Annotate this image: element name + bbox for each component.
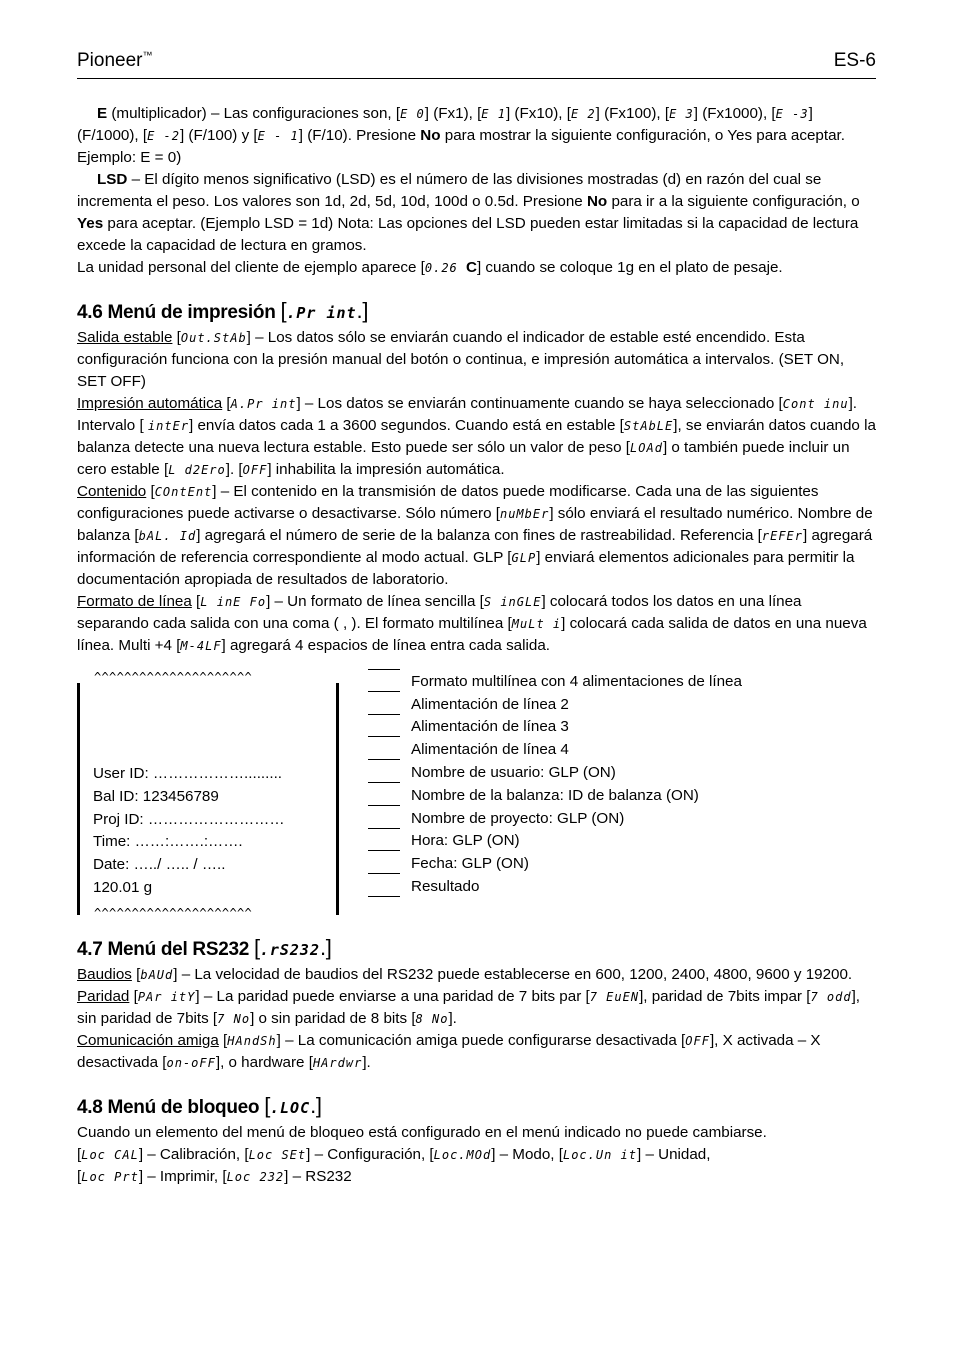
lcd-code: Cont inu <box>782 397 849 411</box>
lcd-code: PAr itY <box>137 990 196 1004</box>
unit-paragraph <box>77 257 877 279</box>
lcd-code: .Pr int <box>286 304 357 322</box>
bracket: .] <box>310 1093 322 1118</box>
text: ] (Fx1), [ <box>424 105 482 122</box>
printout-line: Proj ID: ……………………… <box>93 811 285 828</box>
term-label: Paridad <box>77 988 130 1005</box>
text: ], X activada – X desactivada [ <box>77 1032 821 1071</box>
legend-label: Nombre de la balanza: ID de balanza (ON) <box>411 787 699 804</box>
tear-edge-bottom: ^^^^^^^^^^^^^^^^^^^^^ <box>94 906 253 920</box>
legend-label: Hora: GLP (ON) <box>411 832 520 849</box>
section-4-8-heading <box>77 1092 877 1122</box>
page-content <box>77 103 877 1188</box>
stable-output-paragraph <box>77 327 877 393</box>
lcd-code: 7 odd <box>810 990 852 1004</box>
lcd-code: HAndSh <box>227 1034 277 1048</box>
lcd-code: Out.StAb <box>180 331 247 345</box>
text: ]. <box>448 1010 457 1027</box>
lcd-code: OFF <box>242 463 268 477</box>
text: ] (F/1000), [ <box>77 105 813 144</box>
text: ] sólo enviará el resultado numérico. Nombre de balanza [ <box>77 505 873 544</box>
text: ] – Imprimir, [ <box>138 1168 227 1185</box>
text: ], paridad de 7bits impar [ <box>639 988 811 1005</box>
legend-rule <box>368 691 400 692</box>
legend-rule <box>368 896 400 897</box>
legend-rule <box>368 828 400 829</box>
lcd-code: Loc Prt <box>81 1170 139 1184</box>
printout-right-border <box>336 683 339 915</box>
legend-rule <box>368 714 400 715</box>
printout-line: Date: …../ ….. / ….. <box>93 856 226 873</box>
text: ] – RS232 <box>284 1168 352 1185</box>
text: ]. <box>362 1054 371 1071</box>
section-4-6-heading <box>77 297 877 327</box>
lcd-code: E 0 <box>400 107 425 121</box>
text: ] – La comunicación amiga puede configurarse desactivada [ <box>276 1032 686 1049</box>
lcd-code: intEr <box>147 419 190 433</box>
unit-c: C <box>466 259 477 276</box>
text: ] – Los datos sólo se enviarán cuando el indicador de estable esté encendido. Esta configuración funciona con la presión manual del botón o continua, e impresión automática a intervalos. (SET ON, SET OFF) <box>77 329 845 390</box>
text: ], o hardware [ <box>215 1054 313 1071</box>
trademark: ™ <box>142 50 153 62</box>
text: para mostrar la siguiente configuración, o Yes para aceptar. Ejemplo: E = 0) <box>77 127 845 166</box>
lcd-code: Loc CAL <box>81 1148 139 1162</box>
bracket: [ <box>280 298 287 323</box>
lcd-code: Loc SEt <box>248 1148 307 1162</box>
lcd-code: Loc.Un it <box>562 1148 637 1162</box>
lsd-label: LSD <box>97 171 128 188</box>
text: [ <box>218 1032 228 1049</box>
lcd-code: E -3 <box>775 107 809 121</box>
text: (multiplicador) – Las configuraciones son, [ <box>107 105 401 122</box>
lcd-code: E 3 <box>669 107 694 121</box>
section-4-7-heading <box>77 934 877 964</box>
lcd-code: .rS232 <box>259 941 320 959</box>
legend-label: Nombre de proyecto: GLP (ON) <box>411 810 625 827</box>
text: ] o sin paridad de 8 bits [ <box>250 1010 416 1027</box>
lcd-code: L inE Fo <box>200 595 267 609</box>
line-format-paragraph <box>77 591 877 657</box>
lock-options-row-1 <box>77 1144 877 1166</box>
page-header <box>77 50 876 79</box>
brand-name: Pioneer <box>77 50 143 71</box>
text: ]. [ <box>225 461 243 478</box>
lcd-code: 7 EuEN <box>589 990 640 1004</box>
lsd-paragraph <box>77 169 877 257</box>
lcd-code: OFF <box>685 1034 710 1048</box>
text: ] – Los datos se enviarán continuamente cuando se haya seleccionado [ <box>296 395 783 412</box>
lcd-code: E 2 <box>570 107 596 121</box>
legend-label: Nombre de usuario: GLP (ON) <box>411 764 616 781</box>
bracket: .] <box>319 935 332 960</box>
text: ] – Modo, [ <box>491 1146 563 1163</box>
text: ] enviará elementos adicionales para permitir la documentación apropiada de resultados de laboratorio. <box>77 549 855 588</box>
text: ] o también puede incluir un cero estable [ <box>77 439 850 478</box>
legend-label: Alimentación de línea 2 <box>411 696 569 713</box>
e-label: E <box>97 105 108 122</box>
text: ] – La velocidad de baudios del RS232 puede establecerse en 600, 1200, 2400, 4800, 9600 y 19200. <box>173 966 853 983</box>
term-label: Contenido <box>77 483 147 500</box>
baud-paragraph <box>77 964 877 986</box>
lcd-code: 0.26 <box>424 261 466 275</box>
text: ] (Fx10), [ <box>505 105 571 122</box>
lcd-code: Loc 232 <box>226 1170 285 1184</box>
text: La unidad personal del cliente de ejemplo aparece [ <box>77 259 425 276</box>
tear-edge-top: ^^^^^^^^^^^^^^^^^^^^^ <box>94 670 253 684</box>
lcd-code: HArdwr <box>312 1056 363 1070</box>
term-label: Salida estable <box>77 329 173 346</box>
lcd-code: MuLt i <box>511 617 562 631</box>
text: ] agregará 4 espacios de línea entra cada salida. <box>221 637 550 654</box>
text: ] colocará todos los datos en una línea separando cada salida con una coma ( , ). El formato multilínea [ <box>77 593 802 632</box>
lcd-code: bAL. Id <box>138 529 197 543</box>
text: ] (F/10). Presione <box>298 127 421 144</box>
legend-rule <box>368 669 400 670</box>
term-label: Formato de línea <box>77 593 192 610</box>
text: ]. Intervalo [ <box>77 395 858 434</box>
legend-label: Resultado <box>411 878 480 895</box>
text: [ <box>77 1146 82 1163</box>
text: ] – El contenido en la transmisión de datos puede modificarse. Cada una de las siguientes configuraciones puede activarse o desactivarse. Sólo número [ <box>77 483 819 522</box>
lcd-code: A.Pr int <box>230 397 297 411</box>
text: ], se enviarán datos cuando la balanza detecte una nueva lectura estable. Esto puede ser sólo un valor de peso [ <box>77 417 876 456</box>
no-keyword: No <box>586 193 608 210</box>
lcd-code: E - 1 <box>257 129 299 143</box>
lcd-code: rEFEr <box>761 529 803 543</box>
lcd-code: nuMbEr <box>499 507 550 521</box>
text: ] agregará información de referencia correspondiente al modo actual. GLP [ <box>77 527 873 566</box>
heading-text: 4.7 Menú del RS232 <box>77 939 254 960</box>
heading-text: 4.8 Menú de bloqueo <box>77 1097 265 1118</box>
text: [ <box>129 988 138 1005</box>
printout-line: 120.01 g <box>93 879 153 896</box>
text: ] – Unidad, <box>637 1146 711 1163</box>
lcd-code: E -2 <box>147 129 180 143</box>
text: ] inhabilita la impresión automática. <box>267 461 505 478</box>
legend-label: Formato multilínea con 4 alimentaciones de línea <box>411 673 742 690</box>
lcd-code: 7 No <box>217 1012 251 1026</box>
text: – El dígito menos significativo (LSD) es el número de las divisiones mostradas (d) en razón del cual se incrementa el peso. Los valores son 1d, 2d, 5d, 10d, 100d o 0.5d. Presione <box>77 171 822 210</box>
lcd-code: S inGLE <box>483 595 542 609</box>
term-label: Comunicación amiga <box>77 1032 219 1049</box>
text: ] agregará el número de serie de la balanza con fines de rastreabilidad. Referencia [ <box>196 527 762 544</box>
text: para aceptar. (Ejemplo LSD = 1d) Nota: Las opciones del LSD pueden estar limitadas si la capacidad de lectura excede la capacidad de lectura en gramos. <box>77 215 859 254</box>
legend-rule <box>368 805 400 806</box>
text: [ <box>77 1168 82 1185</box>
term-label: Baudios <box>77 966 132 983</box>
text: [ <box>172 329 181 346</box>
heading-text: 4.6 Menú de impresión <box>77 302 281 323</box>
lcd-code: COntEnt <box>154 485 213 499</box>
text: para ir a la siguiente configuración, o <box>607 193 860 210</box>
bracket: [ <box>264 1093 270 1118</box>
lcd-code: bAUd <box>140 968 174 982</box>
lcd-code: .LOC <box>270 1099 311 1117</box>
text: ] (F/100) y [ <box>179 127 258 144</box>
text: ] (Fx1000), [ <box>693 105 776 122</box>
text: ], sin paridad de 7bits [ <box>77 988 861 1027</box>
printout-example <box>77 670 877 920</box>
legend-rule <box>368 873 400 874</box>
text: ] – La paridad puede enviarse a una paridad de 7 bits par [ <box>195 988 590 1005</box>
lock-options-row-2 <box>77 1166 877 1188</box>
bracket: [ <box>253 935 260 960</box>
text: [ <box>131 966 141 983</box>
handshake-paragraph <box>77 1030 877 1074</box>
legend-label: Alimentación de línea 4 <box>411 741 569 758</box>
bracket: .] <box>356 298 369 323</box>
legend-rule <box>368 850 400 851</box>
text: ] – Calibración, [ <box>138 1146 249 1163</box>
lcd-code: LOAd <box>630 441 663 455</box>
lcd-code: Loc.MOd <box>433 1148 492 1162</box>
text: ] – Configuración, [ <box>306 1146 434 1163</box>
yes-keyword: Yes <box>77 215 104 232</box>
printout-left-border <box>77 683 80 915</box>
lock-intro-paragraph: Cuando un elemento del menú de bloqueo está configurado en el menú indicado no puede cambiarse. <box>77 1124 767 1141</box>
lcd-code: E 1 <box>481 107 506 121</box>
text: [ <box>191 593 201 610</box>
legend-label: Alimentación de línea 3 <box>411 718 569 735</box>
lcd-code: GLP <box>511 551 537 565</box>
no-keyword: No <box>420 127 441 144</box>
auto-print-paragraph <box>77 393 877 481</box>
text: ] colocará cada salida de datos en una nueva línea. Multi +4 [ <box>77 615 867 654</box>
text: ] (Fx100), [ <box>595 105 670 122</box>
legend-label: Fecha: GLP (ON) <box>411 855 529 872</box>
lcd-code: 8 No <box>415 1012 449 1026</box>
legend-rule <box>368 782 400 783</box>
text: ] cuando se coloque 1g en el plato de pesaje. <box>476 259 783 276</box>
legend-rule <box>368 759 400 760</box>
e-paragraph <box>77 103 877 169</box>
parity-paragraph <box>77 986 877 1030</box>
text: [ <box>222 395 231 412</box>
text: ] – Un formato de línea sencilla [ <box>266 593 484 610</box>
legend-rule <box>368 736 400 737</box>
lcd-code: L d2Ero <box>168 463 226 477</box>
content-paragraph <box>77 481 877 591</box>
printout-line: User ID: ………………......... <box>93 765 283 782</box>
lcd-code: StAbLE <box>623 419 674 433</box>
term-label: Impresión automática <box>77 395 223 412</box>
text: [ <box>146 483 155 500</box>
page-number: ES-6 <box>833 50 876 71</box>
lcd-code: M-4LF <box>180 639 222 653</box>
lcd-code: on-oFF <box>166 1056 216 1070</box>
printout-line: Time: ……:…….:……. <box>93 833 243 850</box>
text: ] envía datos cada 1 a 3600 segundos. Cuando está en estable [ <box>189 417 624 434</box>
brand-title <box>77 50 153 72</box>
printout-line: Bal ID: 123456789 <box>93 788 219 805</box>
